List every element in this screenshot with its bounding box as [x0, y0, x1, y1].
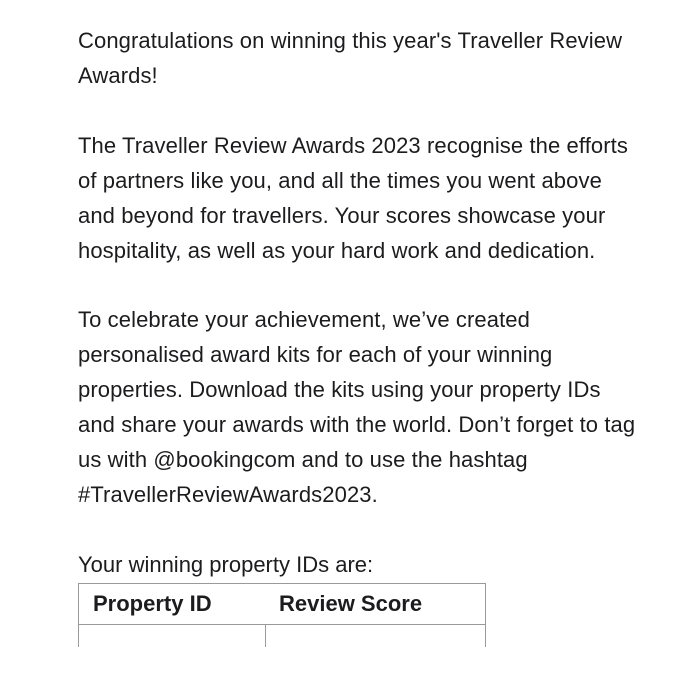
- table-header-row: [79, 583, 486, 624]
- property-id-header: Property ID: [79, 583, 266, 624]
- property-ids-label: Your winning property IDs are:: [78, 551, 374, 577]
- table-cell: [79, 624, 266, 647]
- awards-description: The Traveller Review Awards 2023 recognise the efforts of partners like you, and all the times you went above and beyond for travellers. Your scores showcase your hospitality, as well as your hard work and dedication.: [78, 132, 628, 263]
- review-score-header: Review Score: [265, 583, 486, 624]
- award-kit-description: To celebrate your achievement, we’ve created personalised award kits for each of your winning properties. Download the kits using your property IDs and share your awards with the world. Don’t forget to tag us with @bookingcom and to use the hashtag #TravellerReviewAwards2023.: [78, 307, 636, 507]
- table-cell: [265, 624, 486, 647]
- email-body: [78, 24, 638, 647]
- greeting-text: Congratulations on winning this year's Traveller Review Awards!: [78, 28, 623, 88]
- property-table: [78, 583, 486, 647]
- table-row: [79, 624, 486, 647]
